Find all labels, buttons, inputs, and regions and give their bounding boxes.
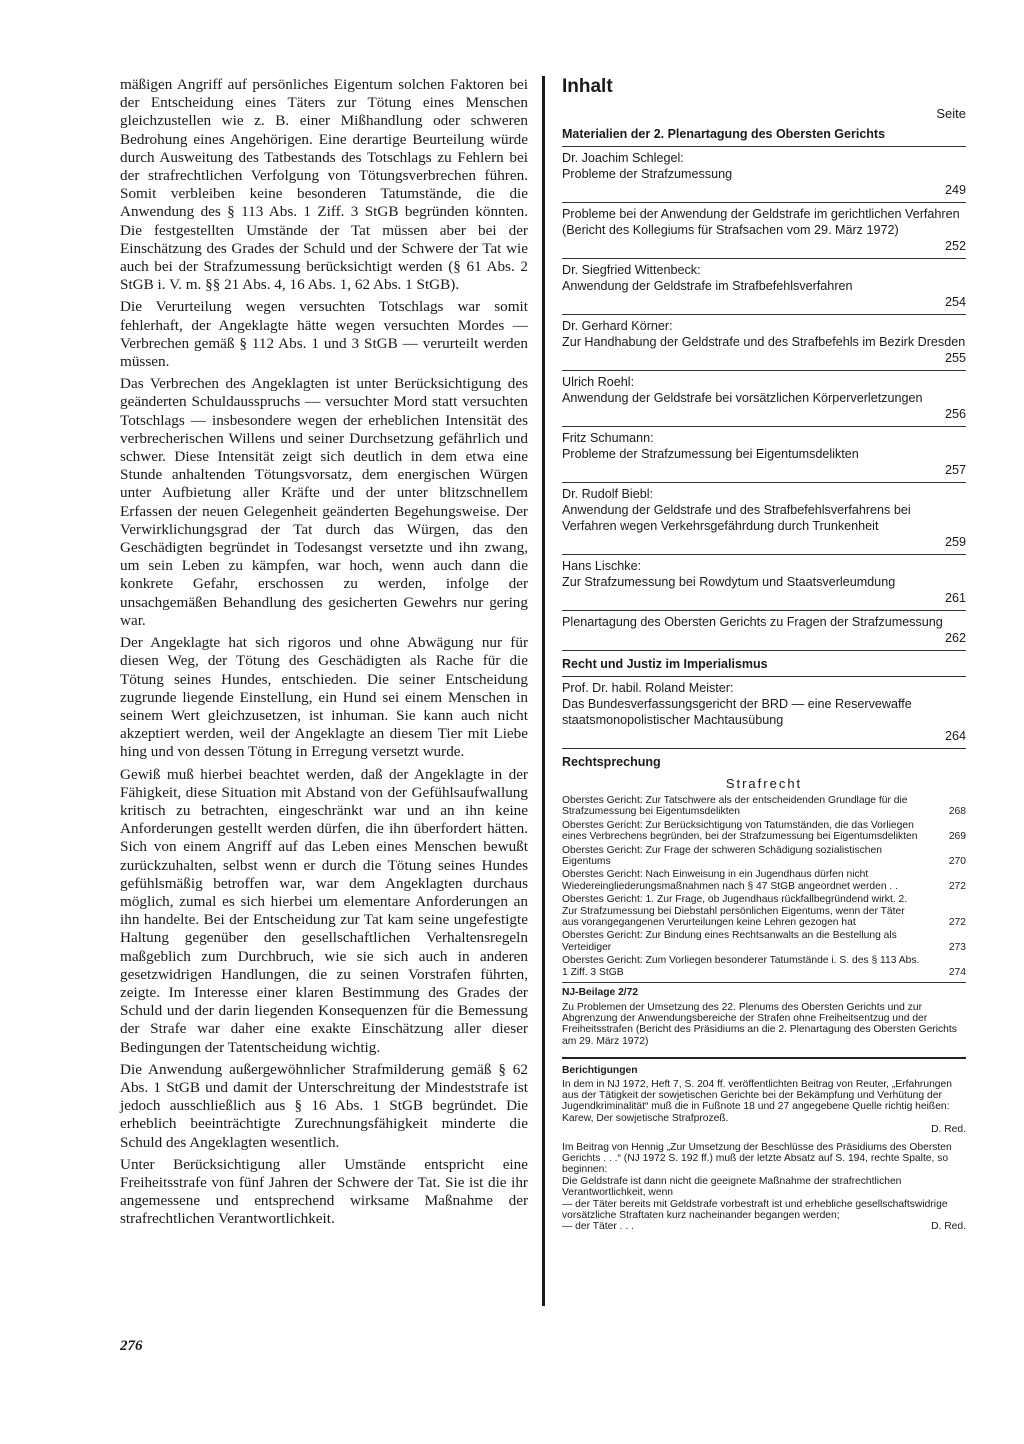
toc-entry[interactable]: [562, 486, 966, 550]
toc-entry-author: Fritz Schumann:: [562, 431, 654, 445]
toc-entry-page: 262: [944, 631, 966, 645]
toc-entry[interactable]: [562, 558, 966, 606]
section-heading: Rechtsprechung: [562, 755, 661, 769]
divider: [562, 314, 966, 315]
editor-signature: D. Red.: [931, 1221, 966, 1233]
divider: [562, 482, 966, 483]
supplement-description: Zu Problemen der Umsetzung des 22. Plenums des Obersten Gerichts und zur Abgrenzung der Anwendungsbereiche der Strafen ohne Freiheitsentzug und der Freiheitsstrafen (Bericht des Präsidiums an die 2. Plenartagung des Obersten Gerichts am 29. März 1972): [562, 1001, 957, 1047]
editor-signature: D. Red.: [931, 1124, 966, 1136]
article-paragraph: Gewiß muß hierbei beachtet werden, daß der Angeklagte in der Fähigkeit, diese Situation mit Abstand von der Gefühlsaufwallung kritisch zu betrachten, eingeschränkt war und an ihn keine Anforderungen gestellt werden dürfen, die ihn überfordert hätten. Sich von einem Angriff auf das Leben eines Menschen bewußt zurückzuhalten, selbst wenn er durch die Tötung seines Hundes gefühlsmäßig betroffen war, war dem Angeklagten durchaus möglich, zumal es sich hierbei um elementare Anforderungen an ihn handelte. Bei der Entscheidung zur Tat kam seine ungefestigte Haltung gegenüber den gesellschaftlichen Verhaltensregeln maßgeblich zum Durchbruch, wie sie sich auch in anderen gesetzwidrigen Handlungen, die zu seinen Vorstrafen führten, zeigte. Im Interesse einer klaren Bestimmung des Grades der Schuld und der darin liegenden Konsequenzen für die Bemessung der Strafe war daher eine exakte Einschätzung aller dieser Bedingungen der Tatentscheidung wichtig.: [120, 765, 528, 1056]
toc-entry-title: Probleme der Strafzumessung bei Eigentumsdelikten: [562, 447, 859, 461]
toc-entry-page: 264: [944, 729, 966, 743]
toc-entry-author: Dr. Siegfried Wittenbeck:: [562, 263, 701, 277]
correction-text: Im Beitrag von Hennig „Zur Umsetzung der Beschlüsse des Präsidiums des Obersten Gerichts . . .“ (NJ 1972 S. 192 ff.) muß der letzte Absatz auf S. 194, rechte Spalte, so beginnen:: [562, 1141, 952, 1176]
toc-entry-title: Zur Handhabung der Geldstrafe und des Strafbefehls im Bezirk Dresden: [562, 335, 966, 349]
toc-entry-author: Dr. Rudolf Biebl:: [562, 487, 653, 501]
page-column-label: Seite: [936, 106, 966, 121]
toc-entry[interactable]: [562, 262, 966, 310]
toc-entry-title: Anwendung der Geldstrafe bei vorsätzlichen Körperverletzungen: [562, 391, 923, 405]
toc-entry-author: Dr. Joachim Schlegel:: [562, 151, 684, 165]
toc-entry-page: 255: [944, 351, 966, 365]
subsection-label: Strafrecht: [725, 776, 803, 791]
court-decision-entry[interactable]: [562, 930, 966, 953]
court-decision-title: Oberstes Gericht: Zum Vorliegen besonderer Tatumstände i. S. des § 113 Abs. 1 Ziff. 3 StGB: [562, 955, 920, 978]
toc-entry-page: 249: [944, 183, 966, 197]
divider: [562, 982, 966, 983]
toc-entry-author: Ulrich Roehl:: [562, 375, 635, 389]
article-paragraph: Das Verbrechen des Angeklagten ist unter Berücksichtigung des geänderten Schuldausspruchs — versuchter Mord statt versuchten Totschlags — insbesondere wegen der erheblichen Intensität des verbrecherischen Willens und seiner Durchsetzung gefährlich und schwer. Diese Intensität zeigt sich deutlich in dem etwa eine Stunde anhaltenden Tötungsvorsatz, dem energischen Würgen unter Aufbietung aller Kräfte und der unter blitzschnellem Erfassen der neuen Gelegenheit geänderten Begehungsweise. Der Verwirklichungsgrad der Tat durch das Würgen, das den Geschädigten begründet in Todesangst versetzte und ihn zwang, um sein Leben zu kämpfen, war hoch, wenn auch dann die konkrete Gefahr, erschossen zu werden, infolge der unsachgemäßen Behandlung des gesicherten Gewehrs nur gering war.: [120, 375, 528, 629]
toc-entry[interactable]: [562, 680, 966, 744]
court-decision-title: Oberstes Gericht: 1. Zur Frage, ob Jugendhaus rückfallbegründend wirkt. 2. Zur Strafzumessung bei Diebstahl persönlichen Eigentums, wenn der Täter aus vorangegangenen Verurteilungen keine Lehren gezogen hat: [562, 894, 908, 929]
divider: [562, 146, 966, 147]
toc-entry-page: 254: [944, 295, 966, 309]
toc-entry[interactable]: [562, 374, 966, 422]
toc-entry-page: 252: [944, 239, 966, 253]
article-paragraph: Unter Berücksichtigung aller Umstände entspricht eine Freiheitsstrafe von fünf Jahren der Schwere der Tat. Sie ist die ihr angemessene und entsprechend wirksame Maßnahme der strafrechtlichen Verantwortlichkeit.: [120, 1155, 528, 1228]
divider: [562, 258, 966, 259]
toc-entry-title: Das Bundesverfassungsgericht der BRD — eine Reservewaffe staatsmonopolistischer Machtausübung: [562, 697, 912, 727]
toc-entry-author: Prof. Dr. habil. Roland Meister:: [562, 681, 734, 695]
toc-entry-author: Dr. Gerhard Körner:: [562, 319, 673, 333]
article-paragraph: Der Angeklagte hat sich rigoros und ohne Abwägung nur für diesen Weg, der Tötung des Geschädigten als Rache für die Tötung seines Hundes, entschieden. Die seiner Entscheidung zugrunde liegende Einstellung, ein Hund sei einem Menschen in seinem Wert gleichzusetzen, ist inhuman. Sie kann auch nicht akzeptiert werden, weil der Angeklagte an diesem Tier mit Liebe hing und von dessen Tötung in Erregung versetzt wurde.: [120, 634, 528, 761]
divider: [562, 650, 966, 651]
divider: [562, 202, 966, 203]
divider: [562, 676, 966, 677]
toc-entry[interactable]: [562, 206, 966, 254]
court-decision-entry[interactable]: [562, 795, 966, 818]
court-decision-title: Oberstes Gericht: Zur Tatschwere als der entscheidenden Grundlage für die Strafzumessung bei Eigentumsdelikten: [562, 795, 908, 818]
toc-entry-title: Zur Strafzumessung bei Rowdytum und Staatsverleumdung: [562, 575, 896, 589]
correction-text: In dem in NJ 1972, Heft 7, S. 204 ff. veröffentlichten Beitrag von Reuter, „Erfahrungen aus der Tätigkeit der sowjetischen Gerichte bei der Bekämpfung und Verhütung der Jugendkriminalität“ muß die in Fußnote 18 und 27 angegebene Quelle richtig heißen: Karew, Der sowjetische Strafprozeß.: [562, 1078, 952, 1124]
article-paragraph: Die Anwendung außergewöhnlicher Strafmilderung gemäß § 62 Abs. 1 StGB und damit der Unterschreitung der Mindeststrafe ist jedoch ausschließlich aus § 16 Abs. 1 StGB begründet. Die erheblich beeinträchtigte Zurechnungsfähigkeit minderte die Schuld des Angeklagten wesentlich.: [120, 1060, 528, 1151]
toc-entry-title: Probleme bei der Anwendung der Geldstrafe im gerichtlichen Verfahren (Bericht des Kollegiums für Strafsachen vom 29. März 1972): [562, 207, 960, 237]
toc-entry-page: 256: [944, 407, 966, 421]
court-decision-entry[interactable]: [562, 894, 966, 928]
toc-entry-title: Anwendung der Geldstrafe und des Strafbefehlsverfahrens bei Verfahren wegen Verkehrsgefährdung durch Trunkenheit: [562, 503, 911, 533]
toc-entry[interactable]: [562, 614, 966, 646]
court-decision-entry[interactable]: [562, 820, 966, 843]
court-decision-page: 273: [948, 941, 966, 953]
correction-note: [562, 1079, 966, 1136]
divider: [562, 370, 966, 371]
section-heading: Materialien der 2. Plenartagung des Obersten Gerichts: [562, 127, 886, 141]
court-decision-entry[interactable]: [562, 845, 966, 868]
divider: [562, 610, 966, 611]
court-decision-title: Oberstes Gericht: Zur Frage der schweren Schädigung sozialistischen Eigentums: [562, 844, 882, 868]
court-decision-entry[interactable]: [562, 955, 966, 978]
court-decision-title: Oberstes Gericht: Zur Bindung eines Rechtsanwalts an die Bestellung als Verteidiger: [562, 930, 897, 953]
article-text-column: [120, 76, 528, 1233]
toc-entry[interactable]: [562, 318, 966, 366]
toc-entry-page: 259: [944, 535, 966, 549]
page-number: 276: [120, 1338, 143, 1354]
section-heading: NJ-Beilage 2/72: [562, 987, 639, 999]
corrections-block: [562, 1065, 966, 1233]
court-decision-title: Oberstes Gericht: Zur Berücksichtigung von Tatumständen, die das Vorliegen eines Verbrechens begründen, bei der Strafzumessung bei Eigentumsdelikten: [562, 819, 918, 843]
article-paragraph: Die Verurteilung wegen versuchten Totschlags war somit fehlerhaft, der Angeklagte hätte wegen versuchten Mordes — Verbrechen gemäß § 112 Abs. 1 und 3 StGB — verurteilt werden müssen.: [120, 298, 528, 371]
court-decision-entry[interactable]: [562, 869, 966, 892]
court-decision-page: 270: [948, 856, 966, 868]
toc-entry-title: Plenartagung des Obersten Gerichts zu Fragen der Strafzumessung: [562, 615, 943, 629]
court-decision-page: 274: [948, 966, 966, 978]
toc-entry-author: Hans Lischke:: [562, 559, 642, 573]
court-decision-page: 272: [948, 917, 966, 929]
section-heading: Recht und Justiz im Imperialismus: [562, 657, 768, 671]
article-paragraph: mäßigen Angriff auf persönliches Eigentum solchen Faktoren bei der Entscheidung eines Täters zur Tötung eines Menschen gleichzustellen wie z. B. einer Mißhandlung oder schweren Bedrohung eines Angehörigen. Eine derartige Beurteilung würde durch Ausweitung des Tatbestands des Totschlags zu Fehlern bei der strafrechtlichen Verfolgung von Tötungsverbrechen führen. Somit verbleiben keine besonderen Tatumstände, die die Anwendung des § 113 Abs. 1 Ziff. 3 StGB begründen könnten. Die festgestellten Umstände der Tat müssen aber bei der Einschätzung des Grades der Schuld und der Schwere der Tat wie auch bei der Strafzumessung berücksichtigt werden (§ 61 Abs. 2 StGB i. V. m. §§ 21 Abs. 4, 16 Abs. 1, 62 Abs. 1 StGB).: [120, 76, 528, 294]
divider: [562, 748, 966, 749]
correction-text: Die Geldstrafe ist dann nicht die geeignete Maßnahme der strafrechtlichen Verantwortlichkeit, wenn: [562, 1175, 902, 1199]
correction-note: [562, 1142, 966, 1233]
toc-entry-page: 261: [944, 591, 966, 605]
corrections-heading: Berichtigungen: [562, 1065, 638, 1077]
table-of-contents: [562, 76, 966, 1239]
divider: [562, 554, 966, 555]
correction-text: — der Täter . . .: [562, 1221, 634, 1233]
toc-entry-title: Probleme der Strafzumessung: [562, 167, 733, 181]
toc-title: Inhalt: [562, 76, 613, 97]
toc-entry-page: 257: [944, 463, 966, 477]
correction-text: — der Täter bereits mit Geldstrafe vorbestraft ist und erhebliche gesellschaftswidrige vorsätzliche Straftaten kurz nacheinander begangen werden;: [562, 1198, 948, 1221]
divider: [562, 1057, 966, 1059]
toc-entry[interactable]: [562, 430, 966, 478]
court-decision-page: 269: [948, 831, 966, 843]
toc-entry-title: Anwendung der Geldstrafe im Strafbefehlsverfahren: [562, 279, 853, 293]
divider: [562, 426, 966, 427]
court-decision-page: 272: [948, 880, 966, 892]
toc-entry[interactable]: [562, 150, 966, 198]
column-divider: [542, 76, 545, 1306]
court-decision-page: 268: [948, 806, 966, 818]
court-decision-title: Oberstes Gericht: Nach Einweisung in ein Jugendhaus dürfen nicht Wiedereingliederungsmaßnahmen nach § 47 StGB angeordnet werden . .: [562, 869, 898, 892]
